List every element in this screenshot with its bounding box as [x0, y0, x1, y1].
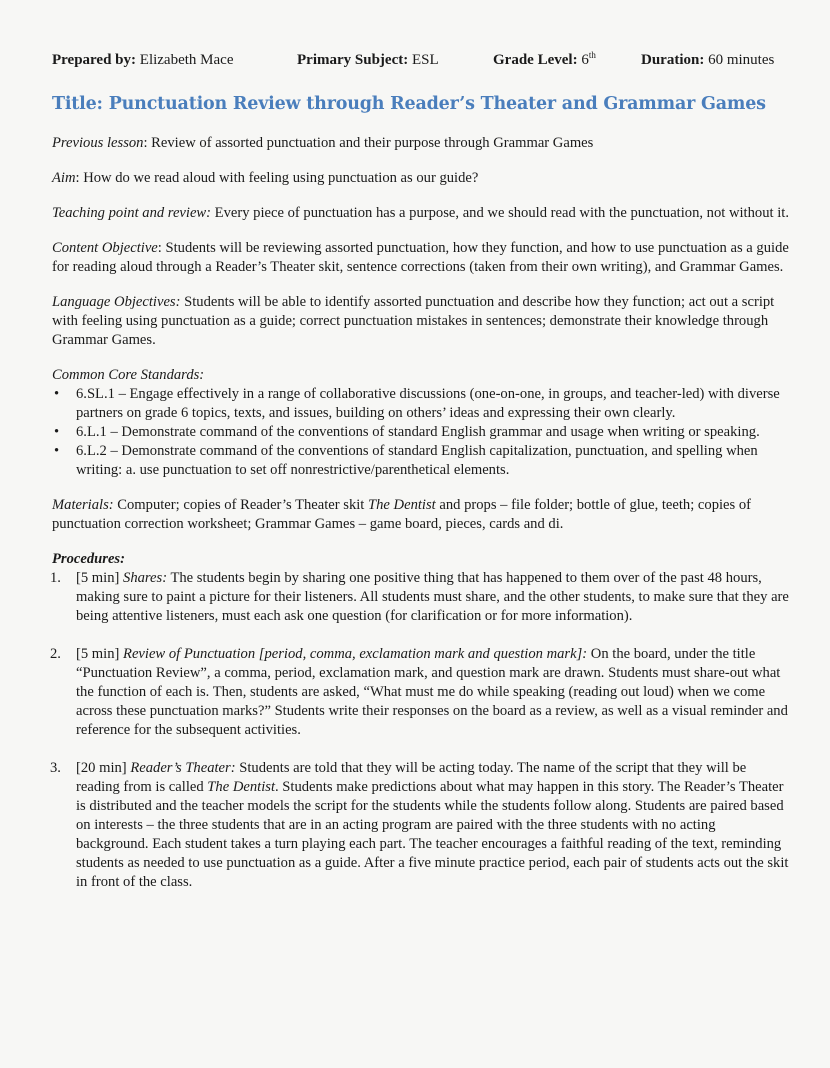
duration-value: 60 minutes — [708, 52, 775, 68]
language-objectives: Language Objectives: Students will be able to identify assorted punctuation and describe how they function; act out a script with feeling using punctuation as a guide; correct punctuation mistakes in sentences; demonstrate their knowledge through Grammar Games. — [52, 294, 775, 348]
aim: Aim: How do we read aloud with feeling using punctuation as our guide? — [52, 170, 479, 186]
bullet-icon: • — [54, 386, 60, 402]
lesson-body — [52, 134, 790, 892]
list-item: 2. [5 min] Review of Punctuation [period, comma, exclamation mark and question mark]: On the board, under the title “Punctuation Review”, a comma, period, exclamation mark, and question mark are drawn. Students must share-out what the function of each is. Then, students are asked, “What must me do while speaking (reading out loud) when we come across these punctuation marks?” Students write their responses on the board as a review, as well as a visual reminder and reference for the subsequent activities. — [50, 646, 788, 738]
previous-lesson: Previous lesson: Review of assorted punctuation and their purpose through Grammar Games — [52, 135, 594, 151]
list-item: 3. [20 min] Reader’s Theater: Students are told that they will be acting today. The name of the script that they will be reading from is called The Dentist. Students make predictions about what may happen in this story. The Reader’s Theater is distributed and the teacher models the script for the students while the students follow along. Students are paired based on interests – the three students that are in an acting program are paired with the three students with no acting background. Each student takes a turn playing each part. The teacher encourages a faithful reading of the text, reminding students as needed to use punctuation as a guide. After a five minute practice period, each pair of students acts out the skit in front of the class. — [50, 760, 789, 890]
lesson-header — [52, 50, 792, 70]
teaching-point: Teaching point and review: Every piece of punctuation has a purpose, and we should read with the punctuation, not without it. — [52, 205, 789, 221]
standards-list — [52, 385, 790, 480]
bullet-icon: • — [54, 424, 60, 440]
list-item: • 6.L.2 – Demonstrate command of the conventions of standard English capitalization, punctuation, and spelling when writing: a. use punctuation to set off nonrestrictive/parenthetical elements. — [54, 443, 758, 478]
primary-subject: Primary Subject: ESL — [297, 52, 439, 68]
standards-heading: Common Core Standards: — [52, 367, 205, 383]
list-item: • 6.L.1 – Demonstrate command of the conventions of standard English grammar and usage when writing or speaking. — [54, 424, 760, 440]
prepared-by-value: Elizabeth Mace — [139, 52, 234, 68]
primary-subject-value: ESL — [411, 52, 439, 68]
list-item: 1. [5 min] Shares: The students begin by sharing one positive thing that has happened to them over of the past 48 hours, making sure to paint a picture for their listeners. All students must share, and the other students, to make sure that they are being attentive listeners, must each ask one question (for clarification or for more information). — [50, 570, 789, 624]
procedures-heading: Procedures: — [52, 551, 125, 567]
list-item: • 6.SL.1 – Engage effectively in a range of collaborative discussions (one-on-one, in groups, and teacher-led) with diverse partners on grade 6 topics, texts, and issues, building on others’ ideas and expressing their own clearly. — [54, 386, 780, 421]
procedures-list — [52, 569, 790, 892]
prepared-by: Prepared by: Elizabeth Mace — [52, 52, 234, 68]
bullet-icon: • — [54, 443, 60, 459]
grade-level-value: 6 — [581, 52, 589, 68]
grade-level: Grade Level: 6th — [493, 50, 596, 68]
content-objective: Content Objective: Students will be reviewing assorted punctuation, how they function, and how to use punctuation as a guide for reading aloud through a Reader’s Theater skit, sentence corrections (taken from their own writing), and Grammar Games. — [52, 240, 789, 275]
materials: Materials: Computer; copies of Reader’s Theater skit The Dentist and props – file folder; bottle of glue, teeth; copies of punctuation correction worksheet; Grammar Games – game board, pieces, cards and di. — [52, 497, 752, 532]
lesson-title: Title: Punctuation Review through Reader’s Theater and Grammar Games — [52, 94, 766, 114]
duration: Duration: 60 minutes — [641, 52, 775, 68]
